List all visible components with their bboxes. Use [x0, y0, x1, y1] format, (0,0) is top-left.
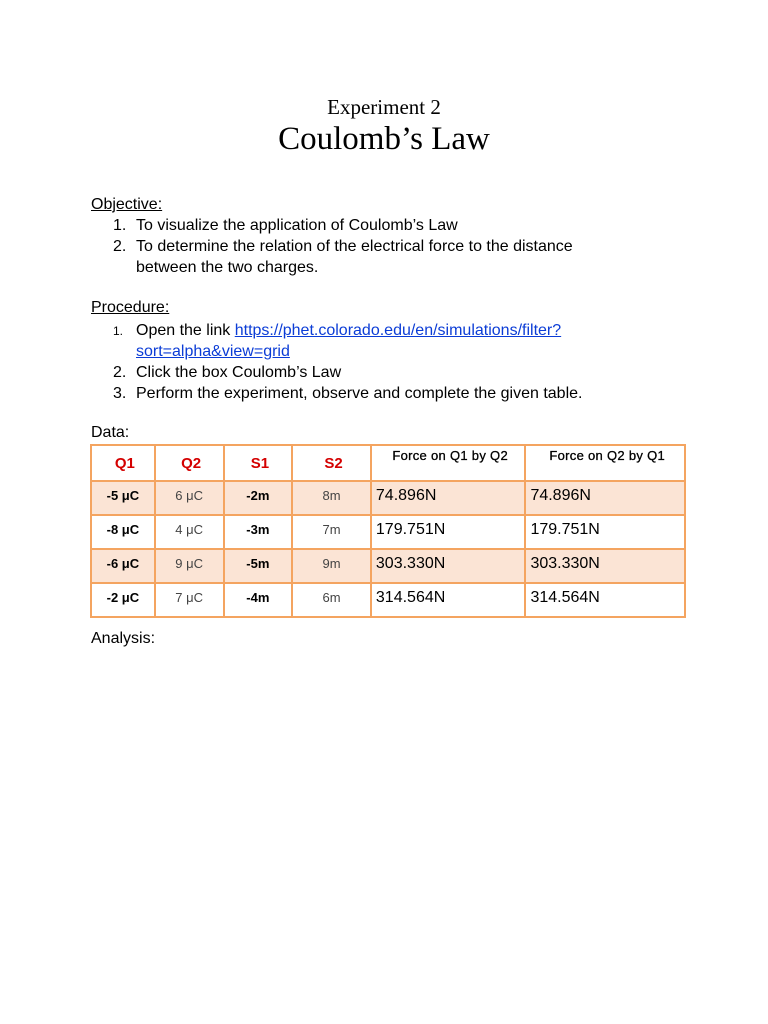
list-number: 3. [113, 385, 127, 402]
list-item-text: To determine the relation of the electrical force to the distance [136, 238, 573, 255]
column-header-force-q2: Force on Q2 by Q1 [525, 445, 685, 481]
cell-q1: -5 μC [91, 481, 155, 515]
cell-q2: 9 μC [155, 549, 224, 583]
cell-force-q2: 74.896N [525, 481, 685, 515]
cell-q2: 6 μC [155, 481, 224, 515]
analysis-label: Analysis: [91, 630, 156, 647]
procedure-list [0, 320, 582, 404]
list-item [0, 236, 573, 278]
cell-s1: -4m [224, 583, 293, 617]
cell-s2: 6m [292, 583, 371, 617]
cell-s1: -2m [224, 481, 293, 515]
cell-s2: 9m [292, 549, 371, 583]
table-row [91, 481, 685, 515]
objective-list [0, 215, 573, 278]
list-item-text-continued: between the two charges. [136, 259, 319, 276]
cell-force-q2: 179.751N [525, 515, 685, 549]
list-item [0, 215, 573, 236]
cell-q2: 7 μC [155, 583, 224, 617]
table-header-row [91, 445, 685, 481]
cell-force-q1: 303.330N [371, 549, 526, 583]
cell-s1: -5m [224, 549, 293, 583]
list-number: 2. [113, 238, 127, 255]
cell-force-q2: 314.564N [525, 583, 685, 617]
column-header-s1: S1 [224, 445, 293, 481]
list-item-text: Click the box Coulomb’s Law [136, 364, 342, 381]
procedure-label: Procedure: [91, 299, 170, 316]
list-item [0, 320, 582, 362]
objective-label: Objective: [91, 196, 163, 213]
cell-q1: -6 μC [91, 549, 155, 583]
cell-q1: -8 μC [91, 515, 155, 549]
document-title: Coulomb’s Law [278, 121, 490, 157]
cell-force-q1: 74.896N [371, 481, 526, 515]
simulation-link[interactable]: https://phet.colorado.edu/en/simulations/filter? [234, 322, 562, 339]
cell-s2: 7m [292, 515, 371, 549]
list-number: 1. [113, 217, 127, 234]
list-item [0, 383, 582, 404]
list-item-text: To visualize the application of Coulomb’s Law [136, 217, 458, 234]
cell-force-q2: 303.330N [525, 549, 685, 583]
experiment-number: Experiment 2 [327, 95, 441, 119]
list-number: 2. [113, 364, 127, 381]
data-table [90, 444, 686, 618]
column-header-q2: Q2 [155, 445, 224, 481]
cell-q2: 4 μC [155, 515, 224, 549]
list-number: 1. [113, 324, 124, 338]
data-label: Data: [91, 424, 130, 441]
column-header-q1: Q1 [91, 445, 155, 481]
simulation-link-continued[interactable]: sort=alpha&view=grid [136, 343, 290, 360]
list-item [0, 362, 582, 383]
cell-force-q1: 179.751N [371, 515, 526, 549]
table-row [91, 515, 685, 549]
table-row [91, 549, 685, 583]
cell-s2: 8m [292, 481, 371, 515]
table-row [91, 583, 685, 617]
cell-s1: -3m [224, 515, 293, 549]
column-header-s2: S2 [292, 445, 371, 481]
column-header-force-q1: Force on Q1 by Q2 [371, 445, 526, 481]
cell-force-q1: 314.564N [371, 583, 526, 617]
list-item-text: Open the link [136, 322, 235, 339]
list-item-text: Perform the experiment, observe and complete the given table. [136, 385, 583, 402]
cell-q1: -2 μC [91, 583, 155, 617]
